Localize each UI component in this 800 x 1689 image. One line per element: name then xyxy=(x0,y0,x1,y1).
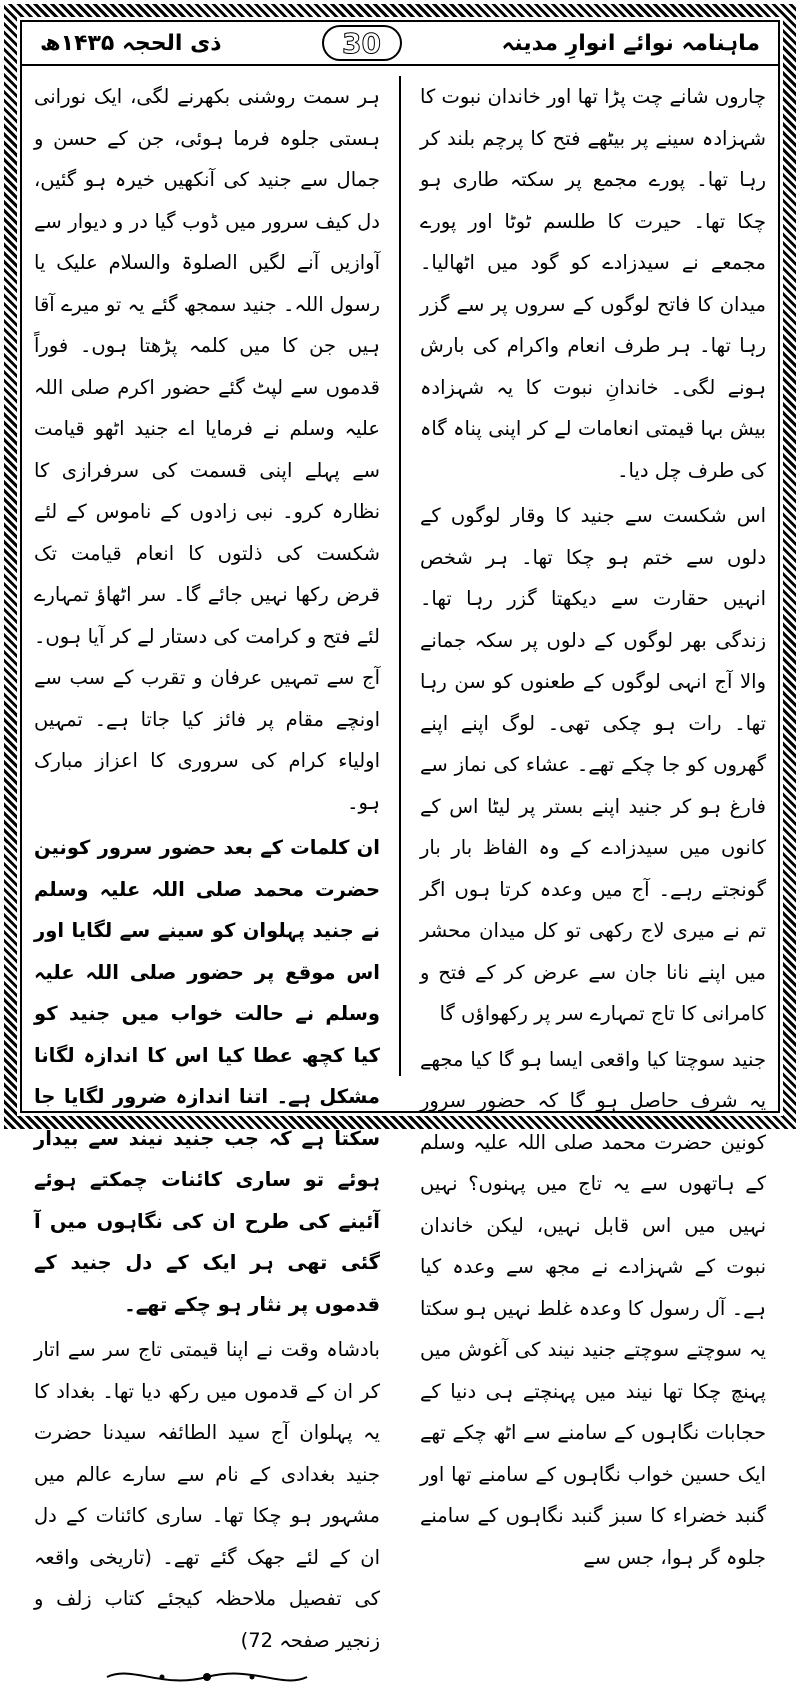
paragraph: اس شکست سے جنید کا وقار لوگوں کے دلوں سے ختم ہو چکا تھا۔ ہر شخص انہیں حقارت سے دیکھتا گزر رہا تھا۔ زندگی بھر لوگوں کے دلوں پر سکہ جمانے والا آج انہی لوگوں کے طعنوں کو سن رہا تھا۔ رات ہو چکی تھی۔ لوگ اپنے اپنے گھروں کو جا چکے تھے۔ عشاء کی نماز سے فارغ ہو کر جنید اپنے بستر پر لیٹا اس کے کانوں میں سیدزادے کے وہ الفاظ بار بار گونجتے رہے۔ آج میں وعدہ کرتا ہوں اگر تم نے میری لاج رکھی تو کل میدان محشر میں اپنے نانا جان سے عرض کر کے فتح و کامرانی کا تاج تمہارے سر پر رکھواؤں گا xyxy=(420,504,766,1025)
left-column xyxy=(34,76,380,1652)
magazine-name: ماہنامہ نوائے انوارِ مدینہ xyxy=(501,30,760,56)
paragraph: بادشاہ وقت نے اپنا قیمتی تاج سر سے اتار کر ان کے قدموں میں رکھ دیا تھا۔ بغداد کا یہ پہلوان آج سید الطائفہ سیدنا حضرت جنید بغدادی کے نام سے سارے عالم میں مشہور ہو چکا تھا۔ ساری کائنات کے دل ان کے لئے جھک گئے تھے۔ (تاریخی واقعہ کی تفصیل ملاحظہ کیجئے کتاب زلف و زنجیر صفحہ 72) xyxy=(34,1338,380,1652)
issue-month: ذی الحجہ ۱۴۳۵ھ xyxy=(40,30,222,56)
page-header xyxy=(22,22,778,66)
paragraph: جنید سوچتا کیا واقعی ایسا ہو گا کیا مجھے یہ شرف حاصل ہو گا کہ حضور سرور کونین حضرت محمد صلی اللہ علیہ وسلم کے ہاتھوں سے یہ تاج میں پہنوں؟ نہیں نہیں میں اس قابل نہیں، لیکن خاندان نبوت کے شہزادے نے مجھ سے وعدہ کیا ہے۔ آل رسول کا وعدہ غلط نہیں ہو سکتا یہ سوچتے سوچتے جنید نیند کی آغوش میں پہنچ چکا تھا نیند میں پہنچتے ہی دنیا کے حجابات نگاہوں کے سامنے سے اٹھ چکے تھے ایک حسین خواب نگاہوں کے سامنے تھا اور گنبد خضراء کا سبز گنبد نگاہوں کے سامنے جلوہ گر ہوا، جس سے xyxy=(420,1047,766,1569)
paragraph: چاروں شانے چت پڑا تھا اور خاندان نبوت کا شہزادہ سینے پر بیٹھے فتح کا پرچم بلند کر رہا تھا۔ پورے مجمع پر سکتہ طاری ہو چکا تھا۔ حیرت کا طلسم ٹوٹا اور پورے مجمعے نے سیدزادے کو گود میں اٹھالیا۔ میدان کا فاتح لوگوں کے سروں پر سے گزر رہا تھا۔ ہر طرف انعام واکرام کی بارش ہونے لگی۔ خاندانِ نبوت کا یہ شہزادہ بیش بہا قیمتی انعامات لے کر اپنی پناہ گاہ کی طرف چل دیا۔ xyxy=(420,85,766,482)
text-columns xyxy=(34,76,766,1652)
page-number: 30 xyxy=(322,25,402,61)
right-column xyxy=(420,76,766,1569)
paragraph: ہر سمت روشنی بکھرنے لگی، ایک نورانی ہستی جلوہ فرما ہوئی، جن کے حسن و جمال سے جنید کی آنکھیں خیرہ ہو گئیں، دل کیف سرور میں ڈوب گیا در و دیوار سے آوازیں آنے لگیں الصلوۃ والسلام علیک یا رسول اللہ۔ جنید سمجھ گئے یہ تو میرے آقا ہیں جن کا میں کلمہ پڑھتا ہوں۔ فوراً قدموں سے لپٹ گئے حضور اکرم صلی اللہ علیہ وسلم نے فرمایا اے جنید اٹھو قیامت سے پہلے اپنی قسمت کی سرفرازی کا نظارہ کرو۔ نبی زادوں کے ناموس کے لئے شکست کی ذلتوں کا انعام قیامت تک قرض رکھا نہیں جائے گا۔ سر اٹھاؤ تمہارے لئے فتح و کرامت کی دستار لے کر آیا ہوں۔ آج سے تمہیں عرفان و تقرب کے سب سے اونچے مقام پر فائز کیا جاتا ہے۔ تمہیں اولیاء کرام کی سروری کا اعزاز مبارک ہو۔ xyxy=(34,85,380,814)
ornament-divider xyxy=(102,1665,312,1689)
paragraph: ان کلمات کے بعد حضور سرور کونین حضرت محمد صلی اللہ علیہ وسلم نے جنید پہلوان کو سینے سے لگایا اور اس موقع پر حضور صلی اللہ علیہ وسلم نے حالت خواب میں جنید کو کیا کچھ عطا کیا اس کا اندازہ لگانا مشکل ہے۔ اتنا اندازہ ضرور لگایا جا سکتا ہے کہ جب جنید نیند سے بیدار ہوئے تو ساری کائنات چمکتے ہوئے آئینے کی طرح ان کی نگاہوں میں آ گئی تھی ہر ایک کے دل جنید کے قدموں پر نثار ہو چکے تھے۔ xyxy=(34,836,380,1316)
